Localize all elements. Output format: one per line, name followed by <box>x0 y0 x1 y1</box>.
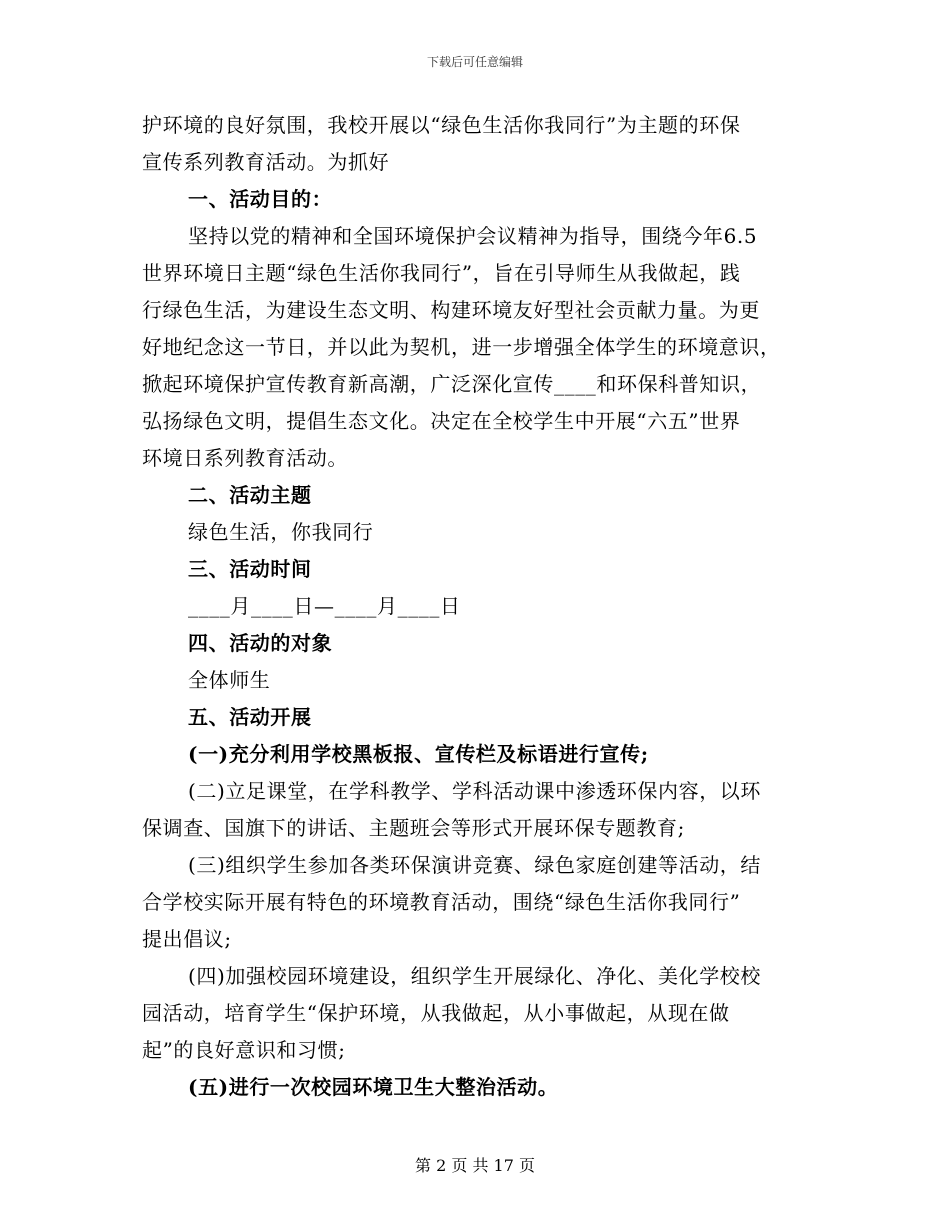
paragraph-line: (二)立足课堂，在学科教学、学科活动课中渗透环保内容，以环 <box>188 779 762 803</box>
paragraph-line: 好地纪念这一节日，并以此为契机，进一步增强全体学生的环境意识， <box>142 335 781 359</box>
paragraph-line: 起”的良好意识和习惯; <box>142 1038 346 1062</box>
paragraph-line: 行绿色生活，为建设生态文明、构建环境友好型社会贡献力量。为更 <box>142 298 760 322</box>
section-heading: 一、活动目的： <box>188 187 333 211</box>
paragraph-line: 宣传系列教育活动。为抓好 <box>142 150 390 174</box>
paragraph-line: 环境日系列教育活动。 <box>142 446 348 470</box>
section-heading: 五、活动开展 <box>188 705 312 729</box>
section-heading: 三、活动时间 <box>188 557 312 581</box>
paragraph-line: 坚持以党的精神和全国环境保护会议精神为指导，围绕今年6.5 <box>188 224 758 248</box>
section-heading: (一)充分利用学校黑板报、宣传栏及标语进行宣传; <box>188 742 649 766</box>
paragraph-line: 提出倡议; <box>142 927 232 951</box>
document-body <box>142 107 807 1106</box>
section-heading: (五)进行一次校园环境卫生大整治活动。 <box>188 1075 559 1099</box>
paragraph-line: 弘扬绿色文明，提倡生态文化。决定在全校学生中开展“六五”世界 <box>142 409 741 433</box>
paragraph-line: 护环境的良好氛围，我校开展以“绿色生活你我同行”为主题的环保 <box>142 113 741 137</box>
paragraph-line: 保调查、国旗下的讲话、主题班会等形式开展环保专题教育; <box>142 816 685 840</box>
paragraph-line: ____月____日—____月____日 <box>188 594 461 618</box>
paragraph-line: 全体师生 <box>188 668 271 692</box>
paragraph-line: (四)加强校园环境建设，组织学生开展绿化、净化、美化学校校 <box>188 964 762 988</box>
section-heading: 二、活动主题 <box>188 483 312 507</box>
paragraph-line: 合学校实际开展有特色的环境教育活动，围绕“绿色生活你我同行” <box>142 890 741 914</box>
paragraph-line: 掀起环境保护宣传教育新高潮，广泛深化宣传____和环保科普知识， <box>142 372 762 396</box>
section-heading: 四、活动的对象 <box>188 631 333 655</box>
paragraph-line: (三)组织学生参加各类环保演讲竞赛、绿色家庭创建等活动，结 <box>188 853 762 877</box>
paragraph-line: 世界环境日主题“绿色生活你我同行”，旨在引导师生从我做起，践 <box>142 261 741 285</box>
page-footer: 第 2 页 共 17 页 <box>415 1156 535 1175</box>
paragraph-line: 园活动，培育学生“保护环境，从我做起，从小事做起，从现在做 <box>142 1001 730 1025</box>
page-header-note: 下载后可任意编辑 <box>426 55 523 69</box>
paragraph-line: 绿色生活，你我同行 <box>188 520 374 544</box>
